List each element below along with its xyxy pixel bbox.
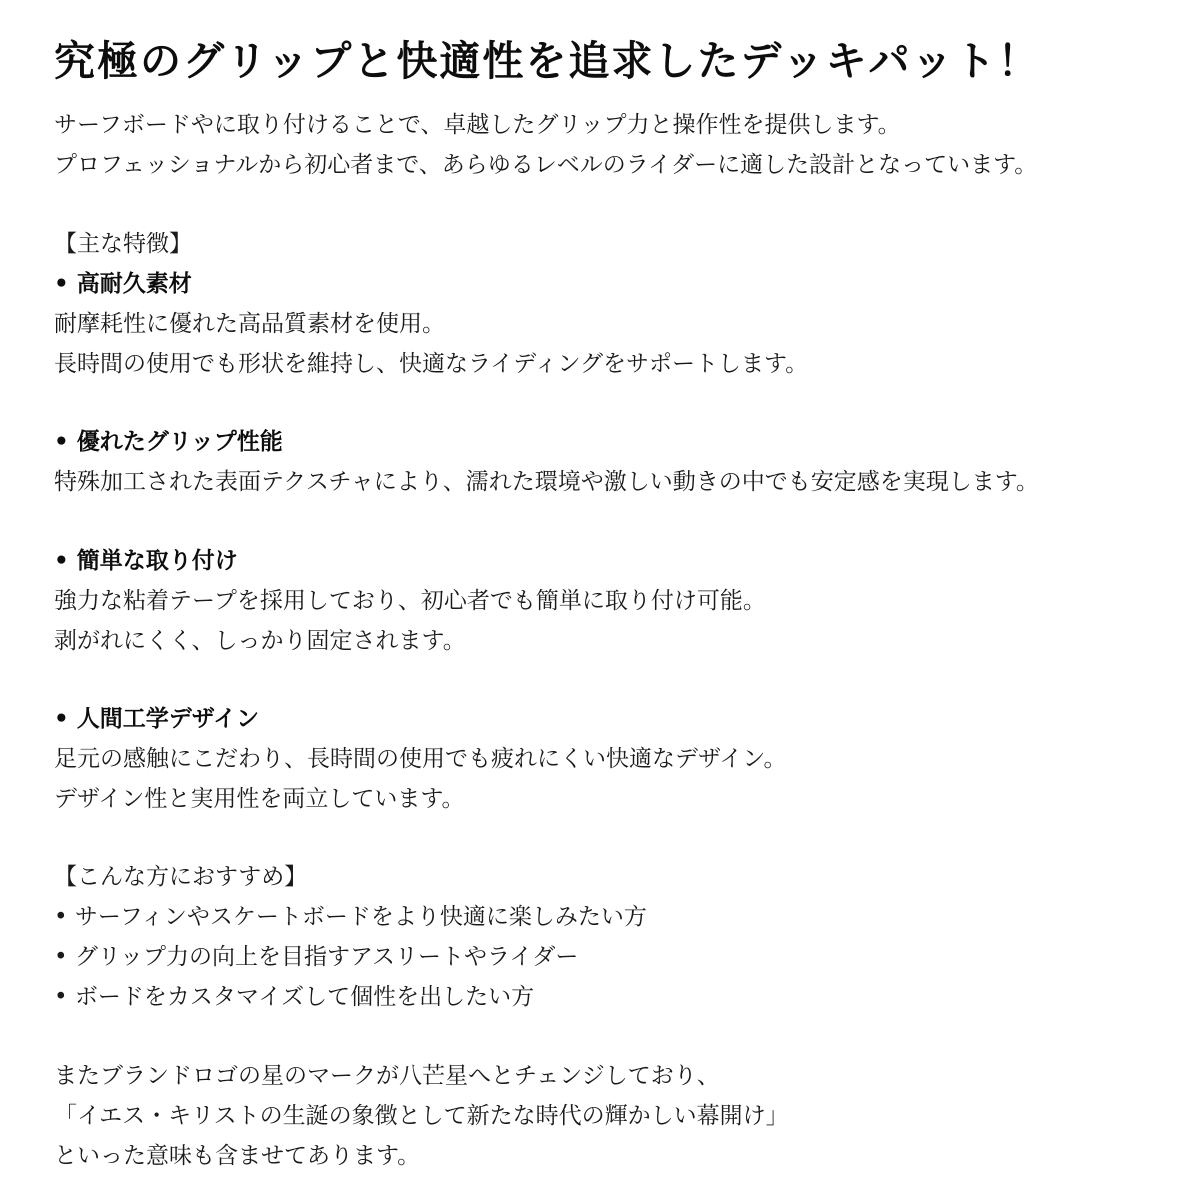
closing-line: 「イエス・キリストの生誕の象徴として新たな時代の輝かしい幕開け」 xyxy=(54,1103,789,1129)
feature-text: 強力な粘着テープを採用しており、初心者でも簡単に取り付け可能。 xyxy=(54,588,766,614)
recommend-item: • ボードをカスタマイズして個性を出したい方 xyxy=(54,984,535,1010)
recommend-item: • サーフィンやスケートボードをより快適に楽しみたい方 xyxy=(54,904,647,930)
recommend-item: • グリップ力の向上を目指すアスリートやライダー xyxy=(54,944,579,970)
features-heading: 【主な特徴】 xyxy=(54,231,192,257)
feature-text: デザイン性と実用性を両立しています。 xyxy=(54,786,465,812)
feature-text: 耐摩耗性に優れた高品質素材を使用。 xyxy=(54,311,445,337)
feature-text: 足元の感触にこだわり、長時間の使用でも疲れにくい快適なデザイン。 xyxy=(54,746,787,772)
feature-heading-ergonomic-design: • 人間工学デザイン xyxy=(54,706,260,732)
feature-heading-easy-install: • 簡単な取り付け xyxy=(54,548,238,574)
closing-line: といった意味も含ませてあります。 xyxy=(54,1143,421,1169)
intro-line: プロフェッショナルから初心者まで、あらゆるレベルのライダーに適した設計となっています。 xyxy=(54,152,1038,178)
feature-text: 長時間の使用でも形状を維持し、快適なライディングをサポートします。 xyxy=(54,351,809,377)
intro-line: サーフボードやに取り付けることで、卓越したグリップ力と操作性を提供します。 xyxy=(54,112,901,138)
closing-line: またブランドロゴの星のマークが八芒星へとチェンジしており、 xyxy=(54,1063,720,1089)
recommend-heading: 【こんな方におすすめ】 xyxy=(54,864,308,890)
feature-heading-grip-performance: • 優れたグリップ性能 xyxy=(54,429,283,455)
feature-text: 特殊加工された表面テクスチャにより、濡れた環境や激しい動きの中でも安定感を実現します。 xyxy=(54,469,1039,495)
feature-heading-durable-material: • 高耐久素材 xyxy=(54,271,192,297)
page-title: 究極のグリップと快適性を追求したデッキパット！ xyxy=(54,37,1041,85)
feature-text: 剥がれにくく、しっかり固定されます。 xyxy=(54,628,466,654)
